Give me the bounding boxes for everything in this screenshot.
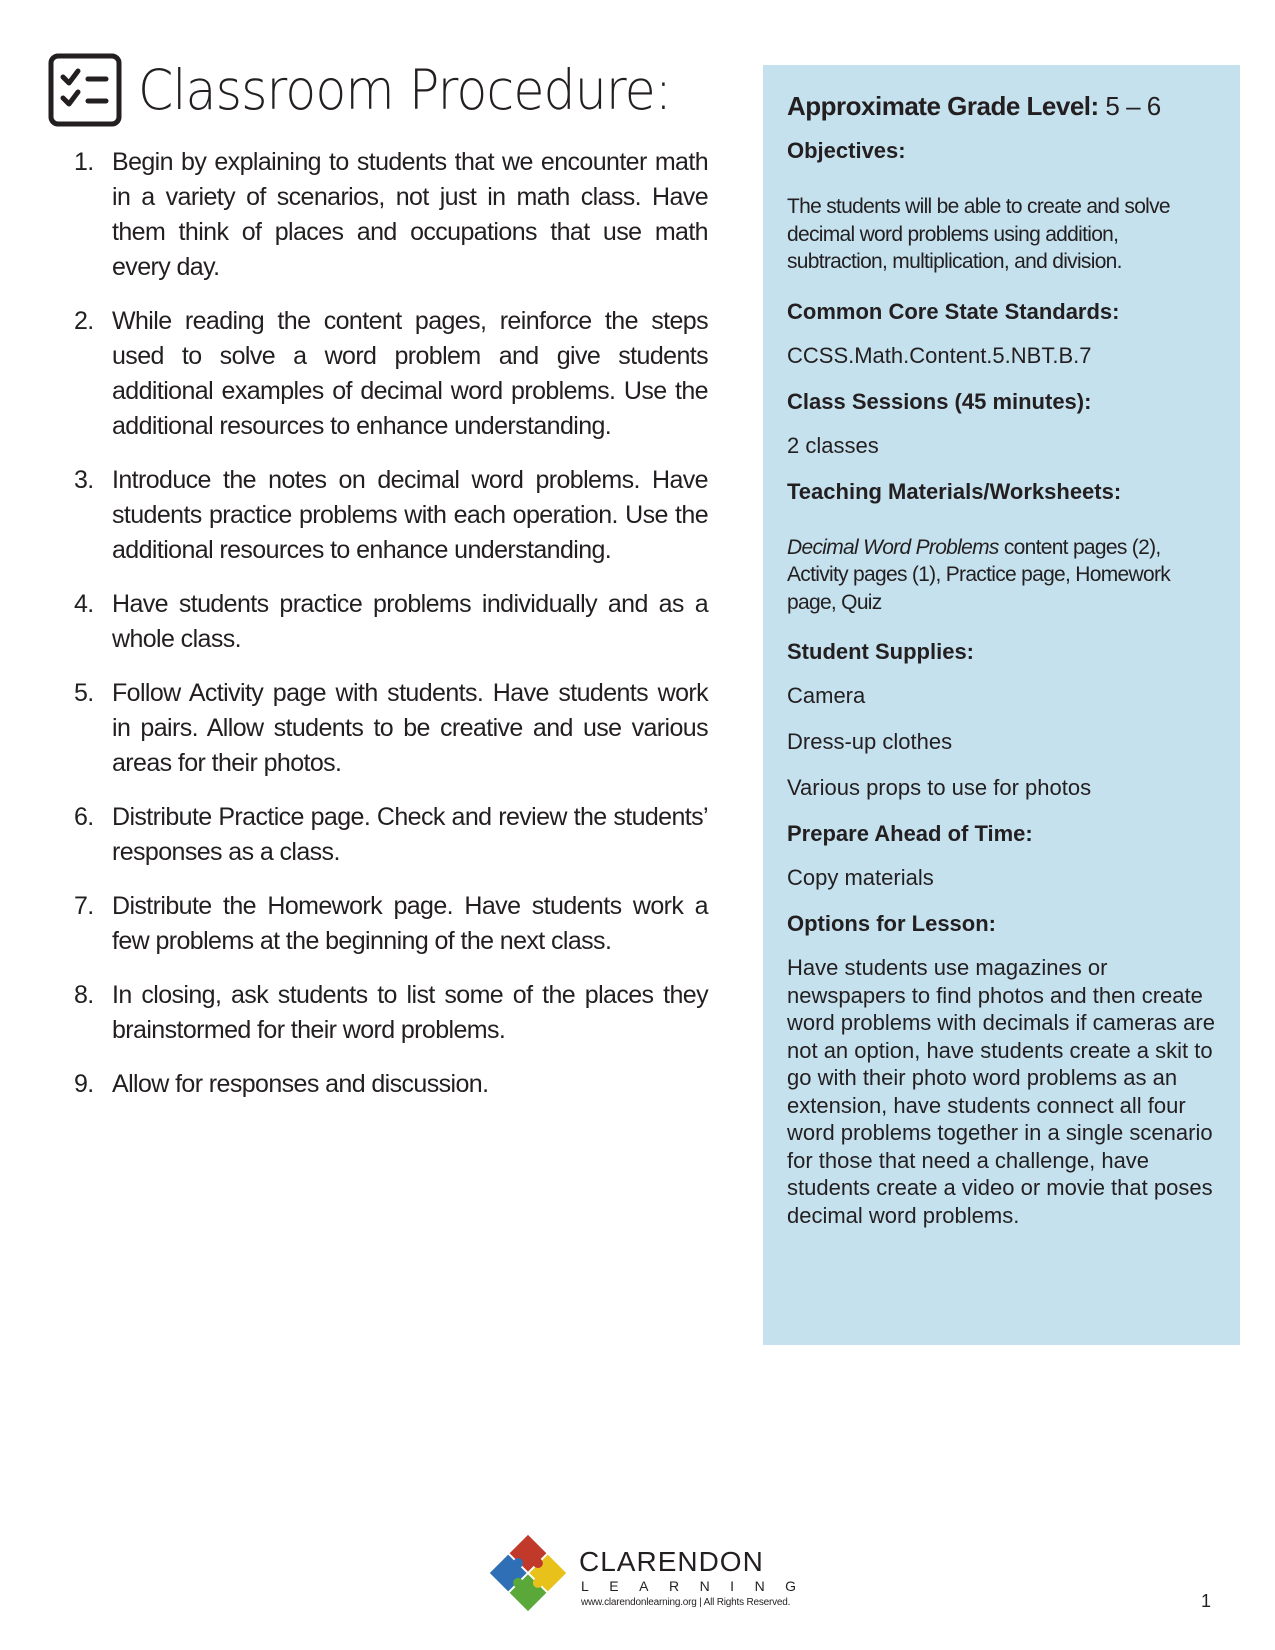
step-number: 6.: [74, 803, 94, 831]
procedure-list: [68, 145, 708, 1121]
step-text: Introduce the notes on decimal word problems. Have students practice problems with each operation. Use the additional resources to enhance understanding.: [112, 466, 708, 564]
lesson-info-sidebar: [763, 65, 1240, 1345]
list-item: [68, 1067, 708, 1102]
objectives-heading: Objectives:: [787, 138, 906, 163]
puzzle-logo-icon: [487, 1532, 569, 1614]
step-number: 9.: [74, 1070, 94, 1098]
brand-subtitle: LEARNING: [581, 1578, 817, 1594]
list-item: [68, 304, 708, 444]
list-item: [68, 978, 708, 1048]
supplies-heading: Student Supplies:: [787, 639, 974, 664]
checklist-icon: [48, 53, 122, 127]
grade-level: [787, 89, 1218, 123]
list-item: [68, 463, 708, 568]
list-item: [68, 800, 708, 870]
materials-title: Decimal Word Problems: [787, 535, 999, 559]
step-text: Distribute Practice page. Check and review the students’ responses as a class.: [112, 803, 708, 866]
materials-rest: content pages (2), Activity pages (1), Practice page, Homework page, Quiz: [787, 535, 1171, 614]
step-number: 3.: [74, 466, 94, 494]
step-number: 7.: [74, 892, 94, 920]
list-item: [68, 676, 708, 781]
footer-url: www.clarendonlearning.org | All Rights Reserved.: [581, 1597, 791, 1608]
step-text: In closing, ask students to list some of the places they brainstormed for their word problems.: [112, 981, 708, 1044]
list-item: [68, 587, 708, 657]
step-text: Distribute the Homework page. Have students work a few problems at the beginning of the next class.: [112, 892, 708, 955]
materials-heading: Teaching Materials/Worksheets:: [787, 478, 1122, 504]
supply-item: Camera: [787, 683, 866, 708]
objectives-text: The students will be able to create and solve decimal word problems using addition, subtraction, multiplication, and division.: [787, 195, 1170, 273]
sessions-text: 2 classes: [787, 432, 879, 458]
list-item: [68, 145, 708, 285]
list-item: [68, 889, 708, 959]
brand-name: CLARENDON: [579, 1546, 764, 1577]
step-number: 2.: [74, 307, 94, 335]
sessions-heading: Class Sessions (45 minutes):: [787, 388, 1092, 414]
supply-item: Various props to use for photos: [787, 775, 1092, 800]
standards-text: CCSS.Math.Content.5.NBT.B.7: [787, 342, 1092, 368]
prepare-text: Copy materials: [787, 865, 934, 890]
step-number: 1.: [74, 148, 94, 176]
page-title: Classroom Procedure:: [138, 58, 671, 122]
page-number: 1: [1201, 1591, 1212, 1611]
step-text: Begin by explaining to students that we encounter math in a variety of scenarios, not just in math class. Have them think of places and occupations that use math every day.: [112, 148, 708, 281]
step-number: 5.: [74, 679, 94, 707]
materials-text: [787, 534, 1218, 617]
step-text: Follow Activity page with students. Have students work in pairs. Allow students to be creative and use various areas for their photos.: [112, 679, 708, 777]
prepare-heading: Prepare Ahead of Time:: [787, 821, 1033, 846]
supply-item: Dress-up clothes: [787, 729, 953, 754]
options-text: Have students use magazines or newspapers to find photos and then create word problems with decimals if cameras are not an option, have students create a skit to go with their photo word problems as an extension, have students connect all four word problems together in a single scenario for those that need a challenge, have students create a video or movie that poses decimal word problems.: [787, 955, 1215, 1228]
grade-level-value: 5 – 6: [1098, 91, 1161, 121]
step-text: While reading the content pages, reinforce the steps used to solve a word problem and give students additional examples of decimal word problems. Use the additional resources to enhance understanding.: [112, 307, 708, 440]
standards-heading: Common Core State Standards:: [787, 298, 1120, 324]
grade-level-label: Approximate Grade Level:: [787, 91, 1099, 121]
step-number: 4.: [74, 590, 94, 618]
step-text: Allow for responses and discussion.: [112, 1070, 489, 1098]
step-text: Have students practice problems individually and as a whole class.: [112, 590, 708, 653]
options-heading: Options for Lesson:: [787, 911, 996, 936]
step-number: 8.: [74, 981, 94, 1009]
